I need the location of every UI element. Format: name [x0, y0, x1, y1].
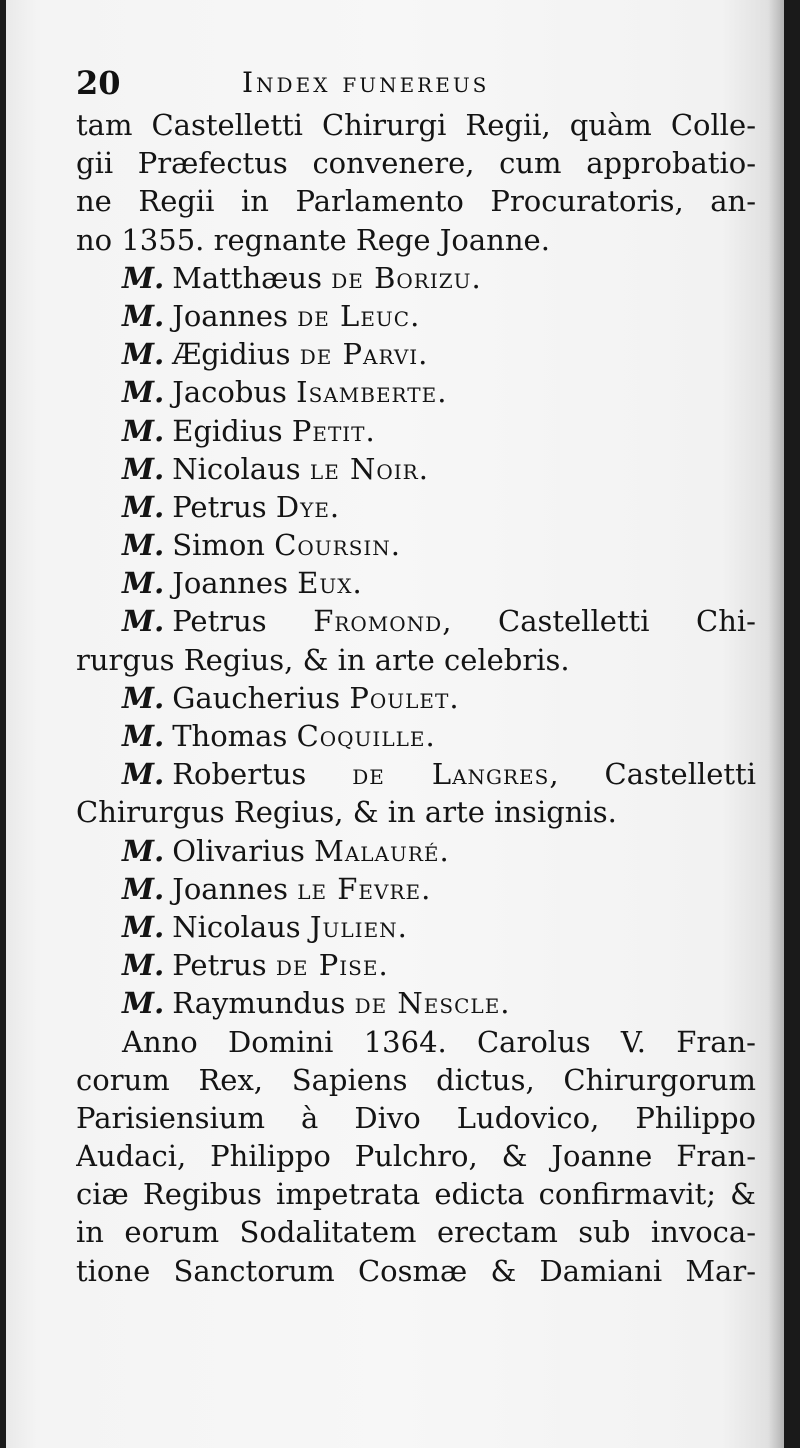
- entry-surname: Isamberte.: [296, 375, 448, 410]
- name-entry: [76, 908, 756, 946]
- entry-surname: de Leuc.: [297, 298, 421, 333]
- entry-surname: Julien.: [309, 909, 408, 944]
- entry-title: M.: [122, 528, 165, 563]
- entry-given-name: Petrus: [172, 489, 276, 524]
- name-entry: [76, 946, 756, 984]
- entry-surname: de Nescle.: [354, 986, 511, 1021]
- entry-given-name: Ægidius: [172, 337, 300, 372]
- text-line: no 1355. regnante Rege Joanne.: [76, 222, 550, 257]
- entry-surname: de Borizu.: [331, 260, 482, 295]
- page-header: [76, 58, 756, 108]
- name-entry: [76, 679, 756, 717]
- name-entry: [76, 870, 756, 908]
- entry-surname: Dye.: [275, 489, 341, 524]
- entry-surname: le Fevre.: [297, 871, 432, 906]
- entry-given-name: Olivarius: [172, 833, 315, 868]
- text-line: gii Præfectus convenere, cum approbatio-: [76, 146, 756, 181]
- text-line: Anno Domini 1364. Carolus V. Fran-: [122, 1024, 756, 1059]
- text-line: Audaci, Philippo Pulchro, & Joanne Fran-: [76, 1139, 756, 1174]
- entry-given-name: Joannes: [172, 871, 298, 906]
- text-line: rurgus Regius, & in arte celebris.: [76, 642, 570, 677]
- page-number: 20: [76, 64, 121, 102]
- entry-title: M.: [122, 948, 165, 983]
- name-entry: [76, 335, 756, 373]
- entry-surname: le Noir.: [309, 451, 429, 486]
- entry-surname: de Parvi.: [299, 337, 429, 372]
- name-entry: [76, 717, 756, 755]
- running-head: Index funereus: [242, 66, 490, 99]
- entry-title: M.: [122, 489, 165, 524]
- text-line: ciæ Regibus impetrata edicta confirmavit; &: [76, 1177, 756, 1212]
- entry-given-name: Egidius: [172, 413, 292, 448]
- entry-given-name: Petrus: [172, 948, 276, 983]
- name-entry: [76, 526, 756, 564]
- entry-given-name: Robertus: [172, 757, 353, 792]
- name-entry: [76, 984, 756, 1022]
- body-text: [76, 106, 756, 1290]
- text-line: tione Sanctorum Cosmæ & Damiani Mar-: [76, 1253, 756, 1288]
- entry-remark: , Castelletti: [549, 757, 756, 792]
- entry-given-name: Gaucherius: [172, 680, 350, 715]
- entry-surname: Poulet.: [349, 680, 460, 715]
- name-entry: [76, 564, 756, 602]
- entry-title: M.: [122, 260, 165, 295]
- entry-surname: Malauré.: [314, 833, 450, 868]
- entry-given-name: Joannes: [172, 298, 298, 333]
- text-line: in eorum Sodalitatem erectam sub invoca-: [76, 1215, 756, 1250]
- entry-surname: Eux.: [297, 566, 363, 601]
- entry-given-name: Simon: [172, 528, 275, 563]
- entry-title: M.: [122, 719, 165, 753]
- entry-title: M.: [122, 566, 165, 601]
- text-line: ne Regii in Parlamento Procuratoris, an-: [76, 184, 756, 219]
- name-entry: [76, 412, 756, 450]
- entry-surname: Coursin.: [274, 528, 402, 563]
- name-entry: [76, 259, 756, 297]
- entry-given-name: Nicolaus: [172, 451, 310, 486]
- entry-title: M.: [122, 413, 165, 448]
- name-entry: [76, 755, 756, 793]
- entry-title: M.: [122, 604, 165, 639]
- entry-given-name: Nicolaus: [172, 909, 310, 944]
- entry-given-name: Petrus: [172, 604, 314, 639]
- entry-surname: Petit.: [291, 413, 376, 448]
- entry-title: M.: [122, 986, 165, 1021]
- entry-title: M.: [122, 375, 165, 410]
- entry-surname: de Langres: [352, 757, 550, 792]
- entry-given-name: Raymundus: [172, 986, 355, 1021]
- name-entry: [76, 602, 756, 640]
- entry-title: M.: [122, 833, 165, 868]
- entry-title: M.: [122, 337, 165, 372]
- name-entry: [76, 450, 756, 488]
- name-entry: [76, 832, 756, 870]
- entry-surname: Coquille.: [296, 719, 436, 753]
- entry-given-name: Joannes: [172, 566, 298, 601]
- text-line: Chirurgus Regius, & in arte insignis.: [76, 795, 617, 830]
- entry-surname: de Pise.: [275, 948, 389, 983]
- entry-title: M.: [122, 909, 165, 944]
- entry-surname: Fromond: [313, 604, 443, 639]
- entry-given-name: Matthæus: [172, 260, 332, 295]
- book-page: [6, 0, 784, 1448]
- name-entry: [76, 373, 756, 411]
- text-line: Parisiensium à Divo Ludovico, Philippo: [76, 1100, 756, 1135]
- entry-title: M.: [122, 451, 165, 486]
- name-entry: [76, 488, 756, 526]
- entry-title: M.: [122, 871, 165, 906]
- entry-title: M.: [122, 298, 165, 333]
- entry-title: M.: [122, 757, 165, 792]
- entry-title: M.: [122, 680, 165, 715]
- name-entry: [76, 297, 756, 335]
- entry-given-name: Thomas: [172, 719, 297, 753]
- text-line: corum Rex, Sapiens dictus, Chirurgorum: [76, 1062, 756, 1097]
- entry-remark: , Castelletti Chi-: [442, 604, 756, 639]
- entry-given-name: Jacobus: [172, 375, 297, 410]
- text-line: tam Castelletti Chirurgi Regii, quàm Colle-: [76, 108, 756, 142]
